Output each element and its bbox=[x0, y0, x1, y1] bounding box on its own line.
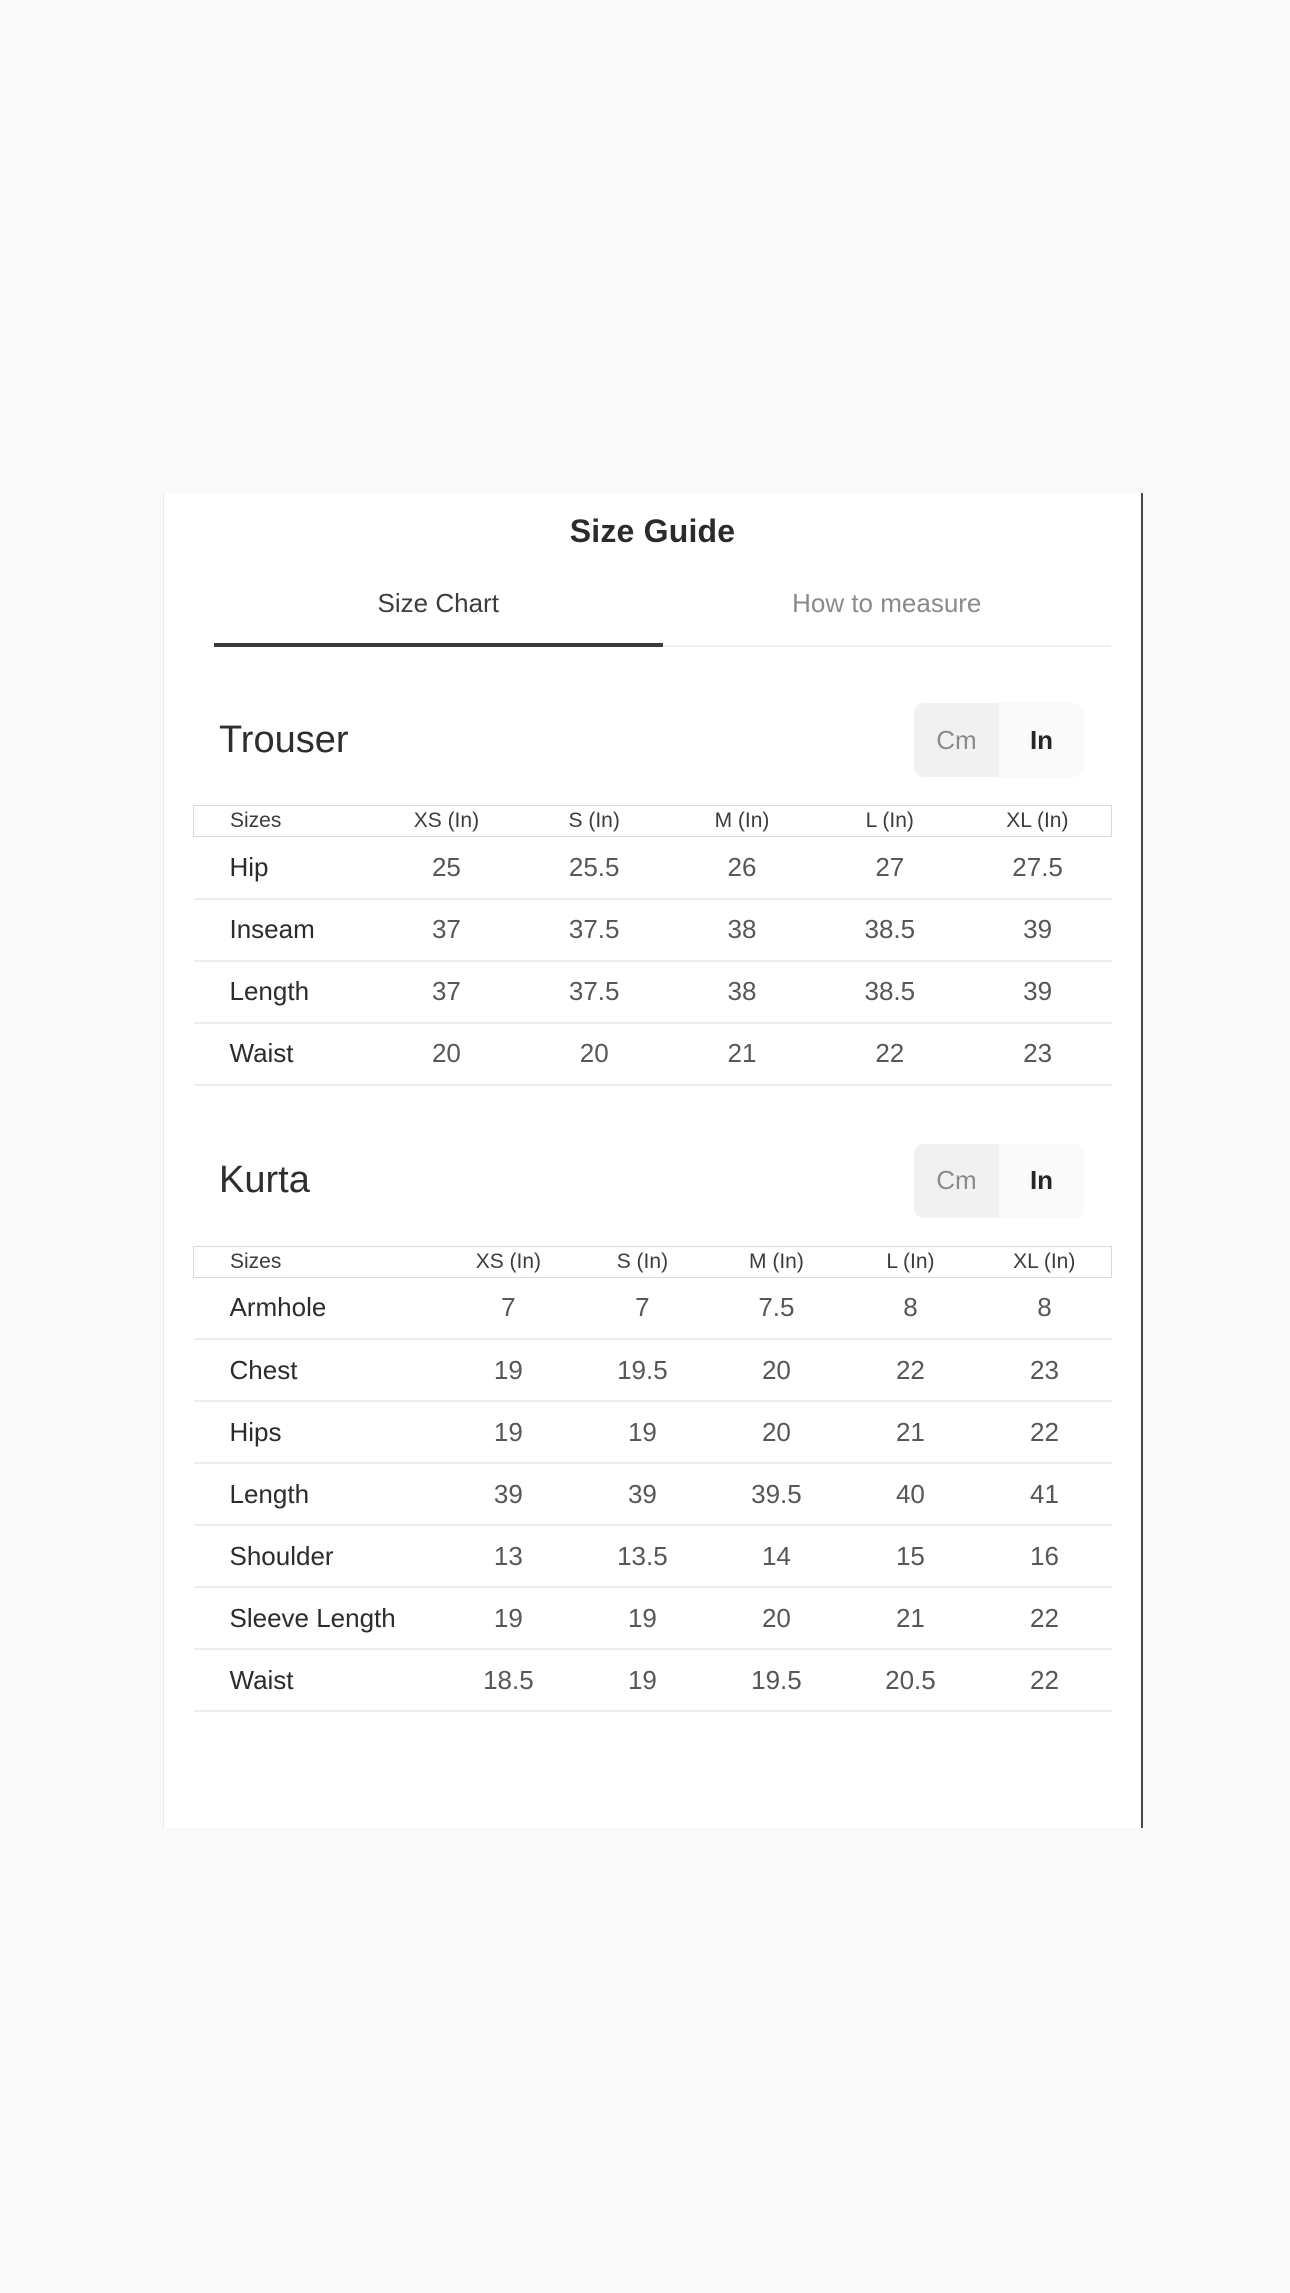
row-label: Hip bbox=[194, 837, 373, 899]
table-cell: 19 bbox=[441, 1339, 575, 1401]
row-label: Length bbox=[194, 1463, 442, 1525]
column-header-l: L (In) bbox=[816, 806, 964, 837]
row-label: Armhole bbox=[194, 1277, 442, 1339]
row-label: Waist bbox=[194, 1023, 373, 1085]
table-cell: 25.5 bbox=[520, 837, 668, 899]
table-row-sleeve-length bbox=[194, 1587, 1112, 1649]
column-header-s: S (In) bbox=[520, 806, 668, 837]
table-cell: 22 bbox=[977, 1401, 1111, 1463]
section-kurta-header bbox=[193, 1144, 1112, 1218]
table-cell: 37 bbox=[373, 899, 521, 961]
row-label: Waist bbox=[194, 1649, 442, 1711]
table-cell: 38 bbox=[668, 899, 816, 961]
table-cell: 22 bbox=[977, 1587, 1111, 1649]
table-cell: 25 bbox=[373, 837, 521, 899]
table-cell: 39 bbox=[964, 961, 1112, 1023]
table-header-row bbox=[194, 806, 1112, 837]
table-cell: 23 bbox=[964, 1023, 1112, 1085]
table-cell: 20 bbox=[373, 1023, 521, 1085]
table-cell: 21 bbox=[843, 1587, 977, 1649]
table-cell: 21 bbox=[668, 1023, 816, 1085]
table-cell: 37.5 bbox=[520, 961, 668, 1023]
table-cell: 19 bbox=[441, 1401, 575, 1463]
row-label: Chest bbox=[194, 1339, 442, 1401]
table-cell: 38.5 bbox=[816, 899, 964, 961]
table-cell: 20 bbox=[709, 1401, 843, 1463]
table-cell: 19.5 bbox=[575, 1339, 709, 1401]
unit-toggle-trouser bbox=[914, 703, 1084, 777]
table-cell: 20 bbox=[520, 1023, 668, 1085]
table-cell: 8 bbox=[843, 1277, 977, 1339]
table-cell: 39 bbox=[441, 1463, 575, 1525]
table-cell: 7 bbox=[441, 1277, 575, 1339]
table-row-hip bbox=[194, 837, 1112, 899]
table-row-length bbox=[194, 1463, 1112, 1525]
table-cell: 22 bbox=[816, 1023, 964, 1085]
table-cell: 22 bbox=[977, 1649, 1111, 1711]
row-label: Hips bbox=[194, 1401, 442, 1463]
cm-toggle-button[interactable]: Cm bbox=[914, 703, 999, 777]
table-row-hips bbox=[194, 1401, 1112, 1463]
table-cell: 21 bbox=[843, 1401, 977, 1463]
row-label: Length bbox=[194, 961, 373, 1023]
column-header-m: M (In) bbox=[668, 806, 816, 837]
table-cell: 15 bbox=[843, 1525, 977, 1587]
column-header-xl: XL (In) bbox=[977, 1246, 1111, 1277]
tab-size-chart[interactable]: Size Chart bbox=[214, 588, 663, 645]
table-cell: 7.5 bbox=[709, 1277, 843, 1339]
table-cell: 19 bbox=[441, 1587, 575, 1649]
table-cell: 26 bbox=[668, 837, 816, 899]
table-header-row bbox=[194, 1246, 1112, 1277]
page-title: Size Guide bbox=[569, 513, 736, 549]
cm-toggle-button[interactable]: Cm bbox=[914, 1144, 999, 1218]
column-header-m: M (In) bbox=[709, 1246, 843, 1277]
table-row-shoulder bbox=[194, 1525, 1112, 1587]
table-row-length bbox=[194, 961, 1112, 1023]
table-cell: 39.5 bbox=[709, 1463, 843, 1525]
table-cell: 16 bbox=[977, 1525, 1111, 1587]
row-label: Shoulder bbox=[194, 1525, 442, 1587]
table-cell: 18.5 bbox=[441, 1649, 575, 1711]
column-header-s: S (In) bbox=[575, 1246, 709, 1277]
table-row-waist bbox=[194, 1023, 1112, 1085]
table-cell: 38 bbox=[668, 961, 816, 1023]
table-cell: 14 bbox=[709, 1525, 843, 1587]
unit-toggle-kurta bbox=[914, 1144, 1084, 1218]
table-cell: 37 bbox=[373, 961, 521, 1023]
row-label: Inseam bbox=[194, 899, 373, 961]
table-cell: 19.5 bbox=[709, 1649, 843, 1711]
kurta-size-table bbox=[193, 1246, 1112, 1713]
table-cell: 20 bbox=[709, 1339, 843, 1401]
section-title-kurta: Kurta bbox=[219, 1159, 310, 1201]
in-toggle-button[interactable]: In bbox=[999, 1144, 1084, 1218]
table-cell: 41 bbox=[977, 1463, 1111, 1525]
table-cell: 38.5 bbox=[816, 961, 964, 1023]
table-cell: 19 bbox=[575, 1401, 709, 1463]
column-header-sizes: Sizes bbox=[194, 806, 373, 837]
table-cell: 13.5 bbox=[575, 1525, 709, 1587]
table-cell: 13 bbox=[441, 1525, 575, 1587]
table-cell: 19 bbox=[575, 1649, 709, 1711]
table-cell: 8 bbox=[977, 1277, 1111, 1339]
table-cell: 39 bbox=[575, 1463, 709, 1525]
table-cell: 40 bbox=[843, 1463, 977, 1525]
table-cell: 37.5 bbox=[520, 899, 668, 961]
section-trouser-header bbox=[193, 703, 1112, 777]
trouser-size-table bbox=[193, 805, 1112, 1086]
section-title-trouser: Trouser bbox=[219, 718, 349, 761]
column-header-xs: XS (In) bbox=[441, 1246, 575, 1277]
column-header-l: L (In) bbox=[843, 1246, 977, 1277]
tab-how-to-measure[interactable]: How to measure bbox=[663, 588, 1112, 645]
table-cell: 27 bbox=[816, 837, 964, 899]
table-cell: 27.5 bbox=[964, 837, 1112, 899]
table-cell: 20 bbox=[709, 1587, 843, 1649]
size-guide-modal bbox=[163, 493, 1143, 1828]
section-trouser bbox=[193, 703, 1112, 1086]
table-cell: 19 bbox=[575, 1587, 709, 1649]
column-header-xs: XS (In) bbox=[373, 806, 521, 837]
table-cell: 20.5 bbox=[843, 1649, 977, 1711]
table-cell: 39 bbox=[964, 899, 1112, 961]
table-cell: 7 bbox=[575, 1277, 709, 1339]
table-row-chest bbox=[194, 1339, 1112, 1401]
column-header-sizes: Sizes bbox=[194, 1246, 442, 1277]
row-label: Sleeve Length bbox=[194, 1587, 442, 1649]
table-row-waist bbox=[194, 1649, 1112, 1711]
in-toggle-button[interactable]: In bbox=[999, 703, 1084, 777]
tab-bar bbox=[214, 588, 1111, 647]
table-row-inseam bbox=[194, 899, 1112, 961]
section-kurta bbox=[193, 1144, 1112, 1713]
table-row-armhole bbox=[194, 1277, 1112, 1339]
column-header-xl: XL (In) bbox=[964, 806, 1112, 837]
table-cell: 22 bbox=[843, 1339, 977, 1401]
table-cell: 23 bbox=[977, 1339, 1111, 1401]
